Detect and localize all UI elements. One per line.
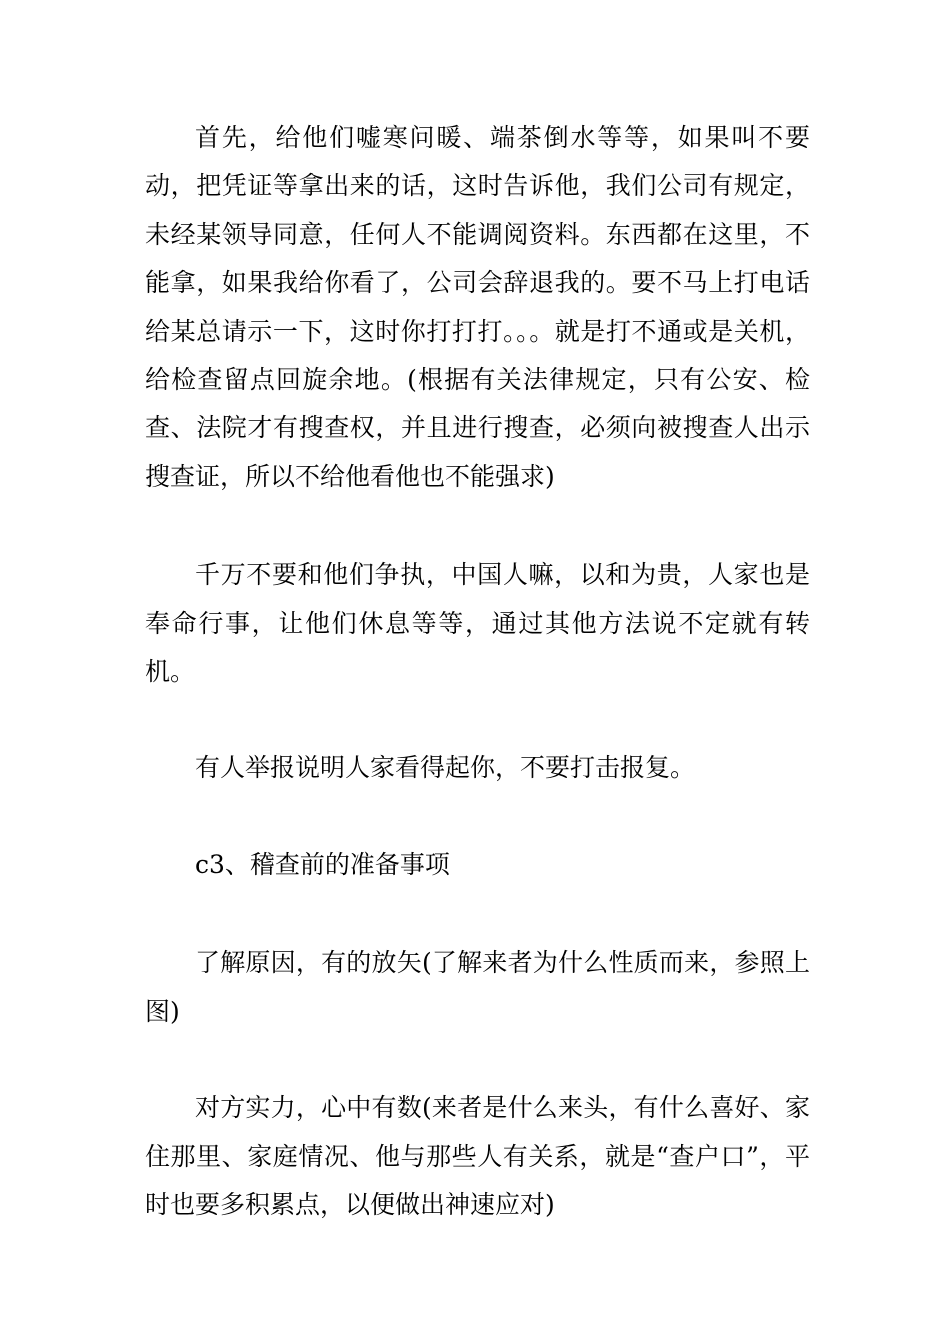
paragraph: 千万不要和他们争执，中国人嘛，以和为贵，人家也是奉命行事，让他们休息等等，通过其他方法说不定就有转机。: [145, 560, 810, 687]
paragraph: 了解原因，有的放矢(了解来者为什么性质而来，参照上图): [145, 948, 810, 1026]
paragraph: 有人举报说明人家看得起你，不要打击报复。: [195, 753, 696, 783]
paragraph: 首先，给他们嘘寒问暖、端茶倒水等等，如果叫不要动，把凭证等拿出来的话，这时告诉他，我们公司有规定，未经某领导同意，任何人不能调阅资料。东西都在这里，不能拿，如果我给你看了，公司会辞退我的。要不马上打电话给某总请示一下，这时你打打打。。。就是打不通或是关机，给检查留点回旋余地。(根据有关法律规定，只有公安、检查、法院才有搜查权，并且进行搜查，必须向被搜查人出示搜查证，所以不给他看他也不能强求): [145, 123, 810, 491]
paragraph: 对方实力，心中有数(来者是什么来头，有什么喜好、家住那里、家庭情况、他与那些人有关系，就是“查户口”，平时也要多积累点，以便做出神速应对): [145, 1093, 810, 1219]
section-heading: c3、稽查前的准备事项: [195, 849, 450, 879]
document-body: [145, 114, 810, 1229]
